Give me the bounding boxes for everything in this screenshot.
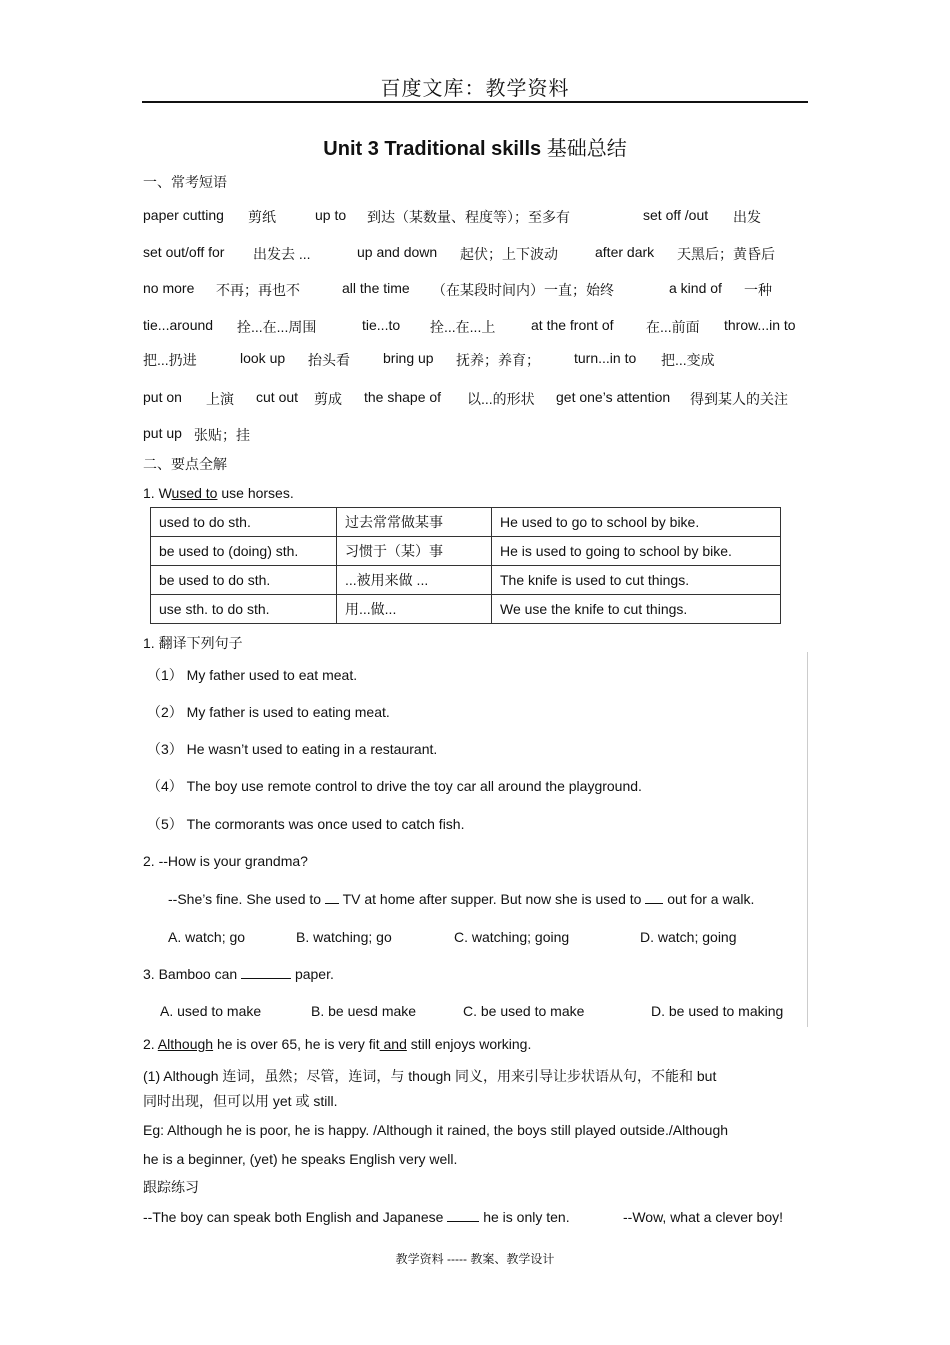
- option[interactable]: A. watch; go: [168, 929, 246, 945]
- title-english: Unit 3 Traditional skills: [323, 138, 542, 160]
- phrase-en: no more: [143, 280, 195, 296]
- phrase-cn: 张贴；挂: [194, 427, 250, 443]
- phrase-cn: 一种: [744, 282, 772, 298]
- phrase-cn: 得到某人的关注: [690, 391, 788, 407]
- phrase-cn: 上演: [206, 391, 234, 407]
- phrase-cn: 到达（某数量、程度等）；至多有: [367, 209, 570, 225]
- phrase-cn: 出发去 ...: [253, 246, 311, 262]
- q3-part-a: 3. Bamboo can: [143, 966, 242, 982]
- option[interactable]: B. watching; go: [296, 929, 392, 945]
- document-title: [0, 132, 950, 161]
- table-cell: 过去常常做某事: [337, 508, 492, 537]
- option[interactable]: C. be used to make: [463, 1003, 585, 1019]
- phrase-en: paper cutting: [143, 207, 224, 223]
- exercise1-heading: 1. 翻译下列句子: [143, 635, 243, 651]
- exercise-item: （3） He wasn’t used to eating in a restaurant.: [147, 741, 438, 757]
- table-cell: 用...做...: [337, 595, 492, 624]
- practice-question: [143, 1209, 570, 1225]
- table-row: [151, 566, 781, 595]
- option[interactable]: C. watching; going: [454, 929, 570, 945]
- phrase-cn: 天黑后；黄昏后: [677, 246, 775, 262]
- header-divider: [142, 101, 808, 103]
- phrase-en: cut out: [256, 389, 299, 405]
- practice-part-a: --The boy can speak both English and Japanese: [143, 1209, 448, 1225]
- example-line: he is a beginner, (yet) he speaks English very well.: [143, 1151, 458, 1167]
- phrase-cn: 以...的形状: [467, 391, 535, 407]
- exercise-item: （2） My father is used to eating meat.: [147, 704, 390, 720]
- phrase-en: at the front of: [531, 317, 614, 333]
- table-cell: 习惯于（某）事: [337, 537, 492, 566]
- question2-dialogue: [168, 891, 754, 907]
- table-cell: use sth. to do sth.: [151, 595, 337, 624]
- phrase-cn: 拴...在...上: [430, 319, 496, 335]
- header-title: 百度文库：教学资料: [380, 76, 570, 100]
- exercise-item: （1） My father used to eat meat.: [147, 667, 358, 683]
- exercise-item: （4） The boy use remote control to drive the toy car all around the playground.: [147, 778, 642, 794]
- phrase-en: bring up: [383, 350, 434, 366]
- phrase-cn: 剪纸: [248, 209, 276, 225]
- phrase-cn: 拴...在...周围: [237, 319, 317, 335]
- table-cell: He used to go to school by bike.: [492, 508, 781, 537]
- phrase-en: up to: [315, 207, 347, 223]
- point2-sentence: [143, 1036, 531, 1052]
- option[interactable]: B. be uesd make: [311, 1003, 417, 1019]
- point2-middle: he is over 65, he is very fit: [213, 1036, 380, 1052]
- answer-blank[interactable]: [645, 891, 663, 904]
- phrase-en: put on: [143, 389, 182, 405]
- point1-sentence: [143, 485, 294, 501]
- practice-heading: 跟踪练习: [143, 1179, 199, 1195]
- phrase-cn: 在...前面: [646, 319, 700, 335]
- q2-part-b: TV at home after supper. But now she is used to: [338, 891, 646, 907]
- phrase-en: put up: [143, 425, 182, 441]
- table-cell: ...被用来做 ...: [337, 566, 492, 595]
- practice-reply: --Wow, what a clever boy!: [623, 1209, 784, 1225]
- phrase-en: throw...in to: [724, 317, 796, 333]
- option[interactable]: D. watch; going: [640, 929, 737, 945]
- point2-prefix: 2.: [143, 1036, 158, 1052]
- table-cell: be used to do sth.: [151, 566, 337, 595]
- table-cell: used to do sth.: [151, 508, 337, 537]
- section-heading-phrases: 一、常考短语: [143, 174, 227, 190]
- phrase-cn: 不再；再也不: [216, 282, 300, 298]
- section-heading-key-points: 二、要点全解: [143, 456, 227, 472]
- phrase-cn: 出发: [733, 209, 761, 225]
- phrase-en: get one’s attention: [556, 389, 671, 405]
- page-footer: 教学资料 ----- 教案、教学设计: [395, 1252, 555, 1266]
- phrase-cn: 剪成: [314, 391, 342, 407]
- table-cell: We use the knife to cut things.: [492, 595, 781, 624]
- phrase-en: the shape of: [364, 389, 442, 405]
- point2-suffix: still enjoys working.: [406, 1036, 532, 1052]
- answer-blank[interactable]: [447, 1209, 479, 1222]
- phrase-cn: 把...变成: [661, 352, 715, 368]
- table-cell: He is used to going to school by bike.: [492, 537, 781, 566]
- margin-line: [807, 652, 808, 1027]
- phrase-en: a kind of: [669, 280, 722, 296]
- question3-stem: [143, 966, 334, 982]
- example-line: Eg: Although he is poor, he is happy. /Although it rained, the boys still played outside./Although: [143, 1122, 729, 1138]
- phrase-en: after dark: [595, 244, 655, 260]
- question2-stem: 2. --How is your grandma?: [143, 853, 308, 869]
- phrase-en: all the time: [342, 280, 410, 296]
- point1-suffix: use horses.: [217, 485, 294, 501]
- point2-underlined: Although: [157, 1036, 214, 1052]
- note-line: 同时出现，但可以用 yet 或 still.: [143, 1093, 338, 1109]
- phrase-en: tie...to: [362, 317, 401, 333]
- option[interactable]: A. used to make: [160, 1003, 262, 1019]
- option[interactable]: D. be used to making: [651, 1003, 784, 1019]
- title-chinese: 基础总结: [546, 138, 627, 160]
- phrase-en: set out/off for: [143, 244, 225, 260]
- table-cell: The knife is used to cut things.: [492, 566, 781, 595]
- note-line: (1) Although 连词，虽然；尽管，连词，与 though 同义，用来引导让步状语从句，不能和 but: [143, 1068, 717, 1084]
- phrase-cn: 起伏；上下波动: [460, 246, 558, 262]
- q2-part-a: --She’s fine. She used to: [168, 891, 325, 907]
- phrase-en: turn...in to: [574, 350, 637, 366]
- q3-part-b: paper.: [291, 966, 334, 982]
- used-to-table: [150, 507, 781, 624]
- exercise-item: （5） The cormorants was once used to catch fish.: [147, 816, 465, 832]
- phrase-en: up and down: [357, 244, 438, 260]
- phrase-cn: 把...扔进: [143, 352, 197, 368]
- phrase-cn: （在某段时间内）一直；始终: [432, 282, 614, 298]
- table-cell: be used to (doing) sth.: [151, 537, 337, 566]
- table-row: [151, 508, 781, 537]
- answer-blank[interactable]: [325, 891, 339, 904]
- phrase-cn: 抬头看: [308, 352, 350, 368]
- q2-part-c: out for a walk.: [663, 891, 755, 907]
- answer-blank[interactable]: [241, 966, 291, 979]
- point1-prefix: 1. W: [143, 485, 172, 501]
- practice-part-b: he is only ten.: [479, 1209, 570, 1225]
- phrase-en: tie...around: [143, 317, 214, 333]
- table-row: [151, 595, 781, 624]
- phrase-en: set off /out: [643, 207, 709, 223]
- phrase-cn: 抚养；养育；: [456, 352, 540, 368]
- table-row: [151, 537, 781, 566]
- phrase-en: look up: [240, 350, 286, 366]
- point1-underlined: used to: [171, 485, 218, 501]
- point2-underlined-2: and: [379, 1036, 407, 1052]
